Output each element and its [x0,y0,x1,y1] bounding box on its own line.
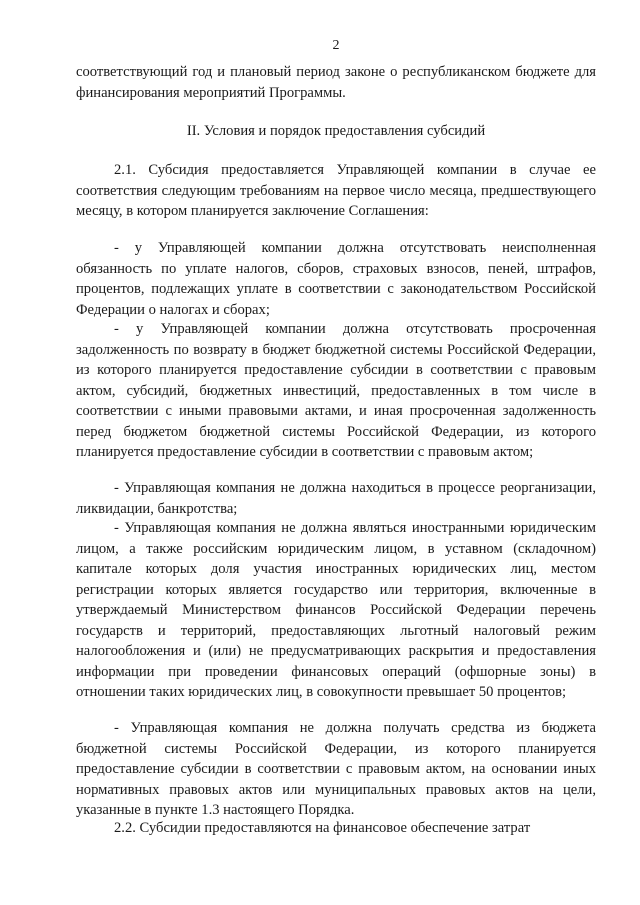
requirement-3: - Управляющая компания не должна находиться в процессе реорганизации, ликвидации, банкротства; [76,480,596,517]
requirement-2: - у Управляющей компании должна отсутствовать просроченная задолженность по возврату в бюджет бюджетной системы Российской Федерации, из которого планируется предоставление субсидии в соответствии с правовым актом, субсидий, бюджетных инвестиций, предоставленных в том числе в соответствии с иными правовыми актами, и иная просроченная задолженность перед бюджетом бюджетной системы Российской Федерации, из которого планируется предоставление субсидии в соответствии с правовым актом; [76,321,596,460]
requirement-1: - у Управляющей компании должна отсутствовать неисполненная обязанность по уплате налогов, сборов, страховых взносов, пеней, штрафов, процентов, подлежащих уплате в соответствии с законодательством Российской Федерации о налогах и сборах; [76,240,596,318]
section-title: II. Условия и порядок предоставления субсидий [186,123,486,139]
requirement-4: - Управляющая компания не должна являться иностранными юридическим лицом, а также российским юридическим лицом, в уставном (складочном) капитале которых доля участия иностранных юридических лиц, местом регистрации которых является государство или территория, включенные в утверждаемый Министерством финансов Российской Федерации перечень государств и территорий, предоставляющих льготный налоговый режим налогообложения и (или) не предусматривающих раскрытия и предоставления информации при проведении финансовых операций (офшорные зоны) в отношении таких юридических лиц, в совокупности превышает 50 процентов; [76,520,596,700]
intro-paragraph: соответствующий год и плановый период законе о республиканском бюджете для финансирования мероприятий Программы. [76,64,596,101]
requirement-5: - Управляющая компания не должна получать средства из бюджета бюджетной системы Российской Федерации, из которого планируется предоставление субсидии в соответствии с правовым актом, на основании иных нормативных правовых актов или муниципальных правовых актов на цели, указанные в пункте 1.3 настоящего Порядка. [76,720,596,818]
paragraph-2-2: 2.2. Субсидии предоставляются на финансовое обеспечение затрат [114,820,531,836]
paragraph-2-1: 2.1. Субсидия предоставляется Управляющей компании в случае ее соответствия следующим требованиям на первое число месяца, предшествующего месяцу, в котором планируется заключение Соглашения: [76,162,596,219]
page-number: 2 [332,38,340,53]
